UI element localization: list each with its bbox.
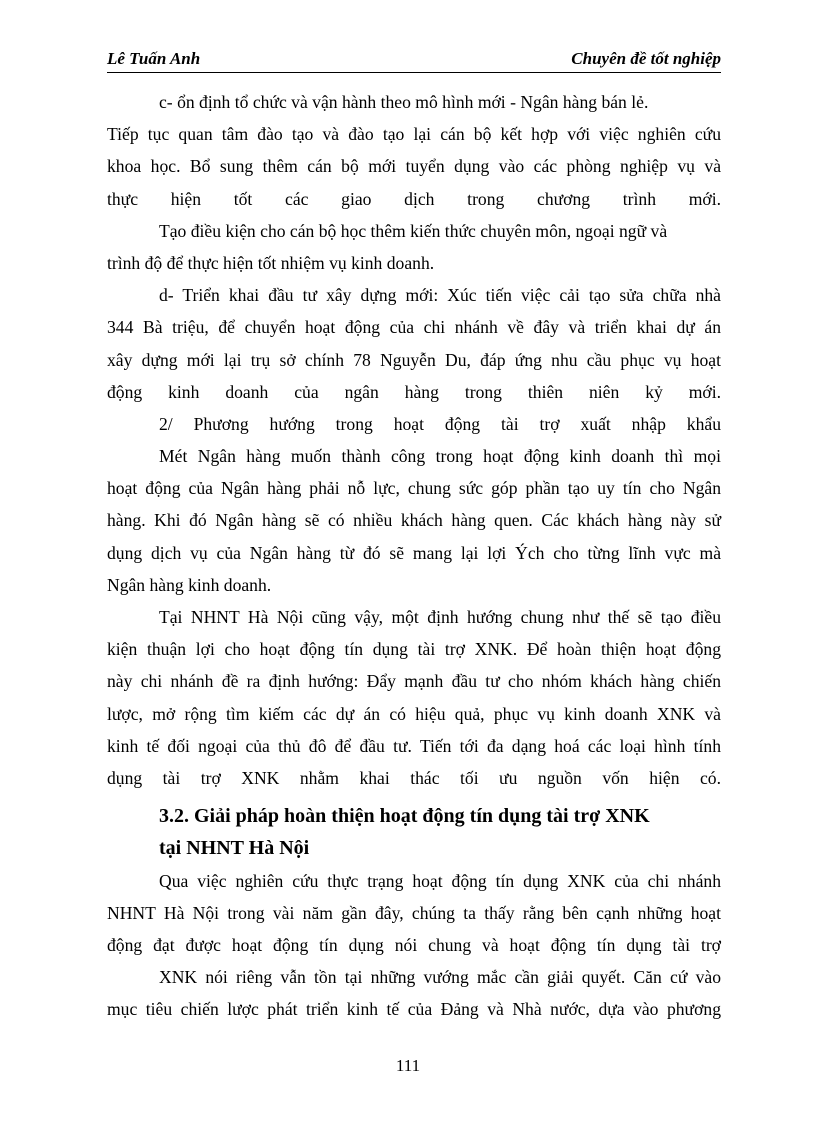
text-line: XNK nói riêng vẫn tồn tại những vướng mắc cần giải quyết. Căn cứ vào — [159, 967, 721, 988]
text-line: Tiếp tục quan tâm đào tạo và đào tạo lại cán bộ kết hợp với việc nghiên cứu — [107, 124, 721, 145]
text-line: 344 Bà triệu, để chuyển hoạt động của chi nhánh về đây và triển khai dự án — [107, 317, 721, 338]
text-line: dụng dịch vụ của Ngân hàng từ đó sẽ mang lại lợi Ých cho từng lĩnh vực mà — [107, 542, 721, 563]
text-line: Tạo điều kiện cho cán bộ học thêm kiến thức chuyên môn, ngoại ngữ và — [159, 220, 668, 241]
text-line: Ngân hàng kinh doanh. — [107, 574, 272, 595]
text-line: c- ổn định tổ chức và vận hành theo mô hình mới - Ngân hàng bán lẻ. — [159, 92, 649, 112]
section-heading-continued: tại NHNT Hà Nội — [159, 837, 310, 860]
text-line: d- Triển khai đầu tư xây dựng mới: Xúc tiến việc cải tạo sửa chữa nhà — [159, 285, 721, 306]
text-line: trình độ để thực hiện tốt nhiệm vụ kinh doanh. — [107, 252, 435, 273]
document-body — [107, 86, 721, 1025]
text-line: khoa học. Bổ sung thêm cán bộ mới tuyển dụng vào các phòng nghiệp vụ và — [107, 156, 721, 177]
text-line: mục tiêu chiến lược phát triển kinh tế của Đảng và Nhà nước, dựa vào phương — [107, 999, 721, 1020]
text-line: kinh tế đối ngoại của thủ đô để đầu tư. Tiến tới đa dạng hoá các loại hình tính — [107, 735, 721, 756]
text-line: động kinh doanh của ngân hàng trong thiên niên kỷ mới. — [107, 381, 721, 402]
text-line: NHNT Hà Nội trong vài năm gần đây, chúng ta thấy rằng bên cạnh những hoạt — [107, 902, 721, 923]
text-line: 2/ Phương hướng trong hoạt động tài trợ xuất nhập khẩu — [159, 413, 721, 434]
header-author: Lê Tuấn Anh — [107, 49, 201, 68]
page-number: 111 — [395, 1056, 421, 1075]
text-line: Mét Ngân hàng muốn thành công trong hoạt động kinh doanh thì mọi — [159, 446, 721, 467]
text-line: động đạt được hoạt động tín dụng nói chung và hoạt động tín dụng tài trợ — [107, 934, 721, 955]
text-line: dụng tài trợ XNK nhằm khai thác tối ưu nguồn vốn hiện có. — [107, 767, 721, 788]
text-line: này chi nhánh đề ra định hướng: Đẩy mạnh đầu tư cho nhóm khách hàng chiến — [107, 671, 721, 692]
text-line: Tại NHNT Hà Nội cũng vậy, một định hướng chung như thế sẽ tạo điều — [159, 607, 721, 627]
page-header — [107, 48, 721, 73]
text-line: lược, mở rộng tìm kiếm các dự án có hiệu quả, phục vụ kinh doanh XNK và — [107, 703, 721, 724]
text-line: kiện thuận lợi cho hoạt động tín dụng tài trợ XNK. Để hoàn thiện hoạt động — [107, 639, 721, 660]
text-line: Qua việc nghiên cứu thực trạng hoạt động tín dụng XNK của chi nhánh — [159, 870, 721, 891]
text-line: hoạt động của Ngân hàng phải nỗ lực, chung sức góp phần tạo uy tín cho Ngân — [107, 478, 721, 499]
text-line: thực hiện tốt các giao dịch trong chương trình mới. — [107, 188, 721, 209]
section-heading: 3.2. Giải pháp hoàn thiện hoạt động tín dụng tài trợ XNK — [159, 805, 650, 828]
header-document-type: Chuyên đề tốt nghiệp — [571, 49, 721, 68]
text-line: hàng. Khi đó Ngân hàng sẽ có nhiều khách hàng quen. Các khách hàng này sử — [107, 510, 721, 531]
text-line: xây dựng mới lại trụ sở chính 78 Nguyễn Du, đáp ứng nhu cầu phục vụ hoạt — [107, 349, 721, 370]
